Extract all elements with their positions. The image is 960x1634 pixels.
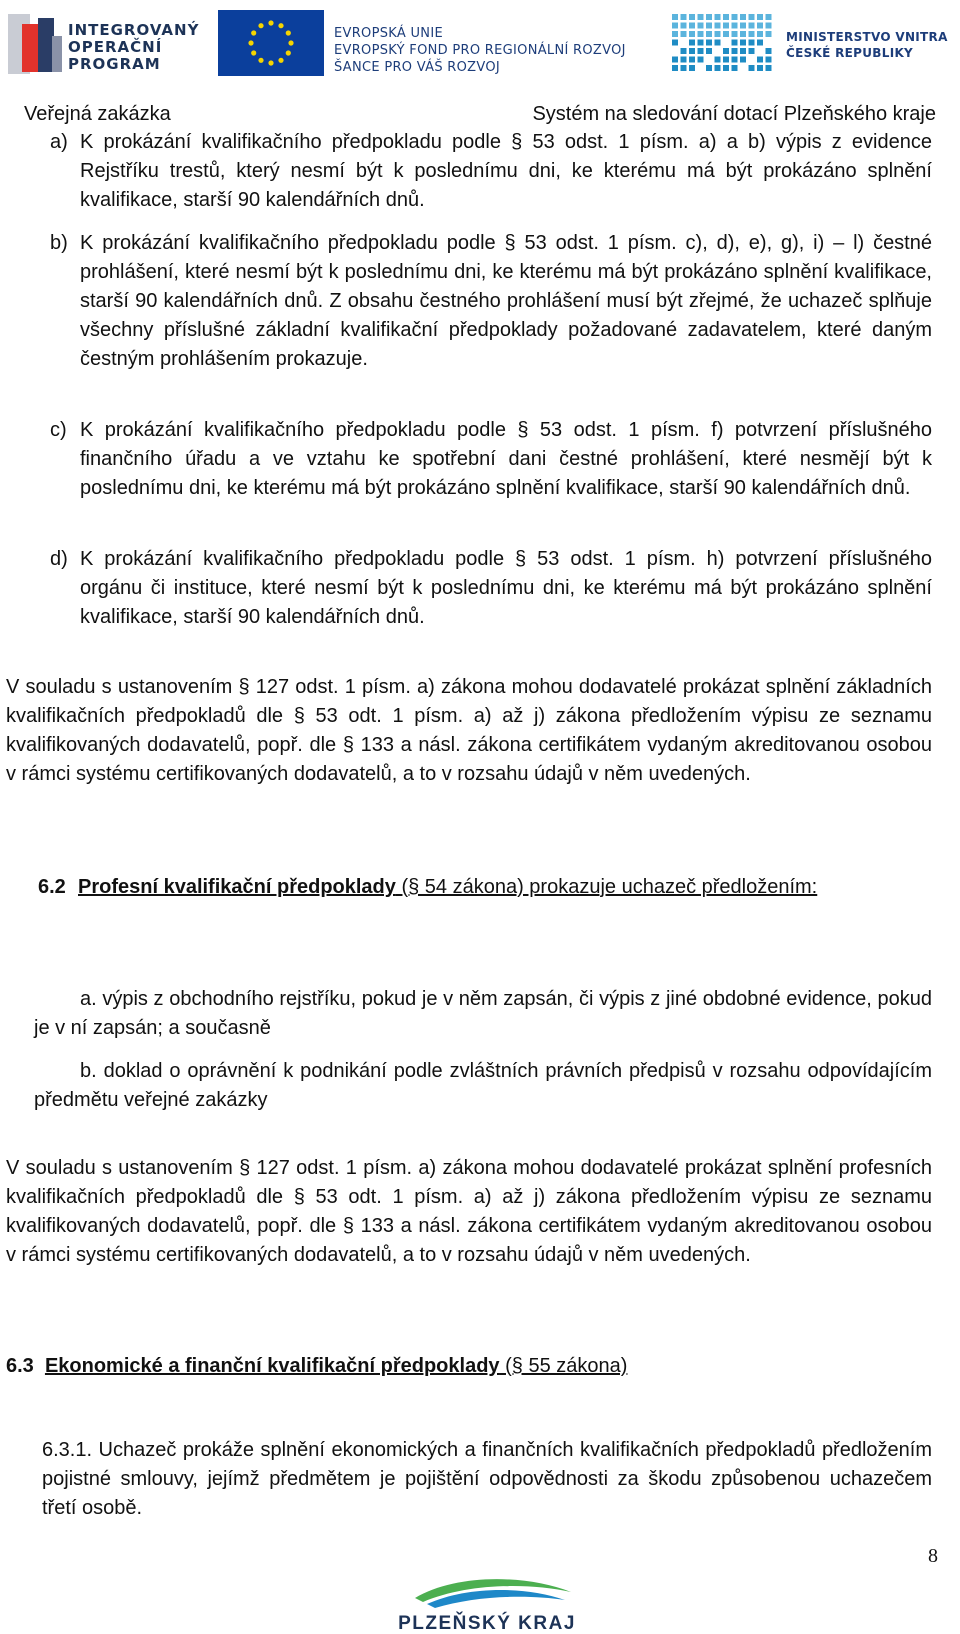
ministry-dot-icon [723,14,729,20]
ministry-dot-icon [732,48,738,54]
ministry-dot-icon [749,31,755,37]
section-6-3-1-text: Uchazeč prokáže splnění ekonomických a finančních kvalifikačních předpokladů předložením pojistné smlouvy, jejímž předmětem je pojištění odpovědnosti za škodu způsobenou uchazečem třetí osobě. [42,1439,932,1519]
ministry-dot-icon [749,14,755,20]
ministry-dot-icon [706,65,712,71]
eu-line-2: EVROPSKÝ FOND PRO REGIONÁLNÍ ROZVOJ [334,43,626,58]
ministry-dot-icon [681,48,687,54]
ministry-dot-icon [749,65,755,71]
section-6-3-rest: (§ 55 zákona) [499,1355,628,1377]
item-c-text: K prokázání kvalifikačního předpokladu podle § 53 odst. 1 písm. f) potvrzení příslušného finančního úřadu a ve vztahu ke spotřební dani čestné prohlášení, které nesmějí být k poslednímu dni, ke kterému má být prokázáno splnění kvalifikace, starší 90 kalendářních dnů. [80,419,932,499]
ministry-dot-icon [732,31,738,37]
ministry-dot-icon [681,14,687,20]
ministry-dot-icon [689,23,695,29]
ministry-dot-icon [757,57,763,63]
ministry-dot-icon [672,40,678,46]
eu-star-icon [286,50,291,55]
eu-line-1: EVROPSKÁ UNIE [334,26,443,41]
paragraph-seznam-1: V souladu s ustanovením § 127 odst. 1 písm. a) zákona mohou dodavatelé prokázat splnění základních kvalifikačních předpokladů dle § 53 odt. 1 písm. a) až j) zákona předložením výpisu ze seznamu kvalifikovaných dodavatelů, popř. dle § 133 a násl. zákona certifikátem vydaným akreditovanou osobou v rámci systému certifikovaných dodavatelů, a to v rozsahu údajů v něm uvedených. [6,676,932,785]
eu-star-icon [248,40,253,45]
section-6-2-number: 6.2 [38,876,66,898]
ministry-dot-icon [766,57,772,63]
eu-star-icon [288,40,293,45]
ministry-dot-icon [766,14,772,20]
ministry-dot-icon [681,23,687,29]
ministry-dot-icon [723,48,729,54]
eu-star-icon [258,23,263,28]
iop-logo-text [68,22,199,73]
ministry-dot-icon [706,48,712,54]
ministry-dot-icon [672,23,678,29]
item-a-text: K prokázání kvalifikačního předpokladu podle § 53 odst. 1 písm. a) a b) výpis z evidence Rejstříku trestů, který nesmí být k poslednímu dni, ke kterému má být prokázáno splnění kvalifikace, starší 90 kalendářních dnů. [80,131,932,211]
ministry-dot-icon [715,57,721,63]
ministry-dot-icon [698,14,704,20]
item-a-dot-text: výpis z obchodního rejstříku, pokud je v něm zapsán, či výpis z jiné obdobné evidence, pokud je v ní zapsán; a současně [34,988,932,1039]
ministry-dot-icon [732,40,738,46]
ministry-dot-icon [740,57,746,63]
ministry-dot-icon [681,31,687,37]
ministry-dot-icon [689,65,695,71]
ministry-dot-icon [698,23,704,29]
eu-line-3: ŠANCE PRO VÁŠ ROZVOJ [334,60,501,75]
ministry-dot-icon [689,57,695,63]
eu-star-icon [268,20,273,25]
plzensky-kraj-logo-icon [375,1572,600,1634]
ministry-dot-icon [766,48,772,54]
iop-line-2: OPERAČNÍ [68,38,163,56]
ministry-dot-icon [672,14,678,20]
ministry-dot-icon [698,31,704,37]
section-6-3-number: 6.3 [6,1355,34,1377]
iop-logo-icon [8,14,64,74]
item-c-label: c) [50,419,67,441]
plzensky-kraj-logo-text: PLZEŇSKÝ KRAJ [398,1613,576,1634]
eu-flag-icon [218,10,324,76]
ministry-dot-icon [715,31,721,37]
iop-line-3: PROGRAM [68,55,161,73]
item-b-dot-label: b. [80,1060,97,1082]
section-6-3-heading [6,1352,932,1381]
ministry-dot-icon [732,57,738,63]
section-6-3-1-number: 6.3.1. [42,1439,93,1461]
eu-star-icon [251,30,256,35]
ministry-dot-icon [715,65,721,71]
section-6-3-title: Ekonomické a finanční kvalifikační předpoklady [44,1355,500,1377]
ministry-dot-icon [766,23,772,29]
eu-star-icon [268,60,273,65]
ministry-dot-icon [723,65,729,71]
ministry-dot-icon [723,57,729,63]
ministry-dot-icon [740,40,746,46]
ministry-dot-icon [757,40,763,46]
ministry-dot-icon [672,31,678,37]
ministry-dot-icon [715,40,721,46]
ministry-dot-icon [672,57,678,63]
ministry-logo-text [786,29,948,61]
header-left: Veřejná zakázka [24,103,171,125]
ministry-dot-icon [689,48,695,54]
ministry-dot-icon [749,23,755,29]
ministry-dot-icon [681,65,687,71]
ministry-dot-icon [740,23,746,29]
ministry-dot-icon [706,31,712,37]
ministry-dot-icon [689,40,695,46]
ministry-dot-icon [698,57,704,63]
ministry-dot-icon [732,14,738,20]
ministry-dot-icon [757,65,763,71]
ministry-dot-icon [757,14,763,20]
ministry-dot-icon [706,14,712,20]
ministry-dot-icon [749,40,755,46]
section-6-2-rest: (§ 54 zákona) prokazuje uchazeč předložením: [395,876,818,898]
ministry-dot-icon [706,23,712,29]
eu-star-icon [278,58,283,63]
item-d-label: d) [50,548,68,570]
paragraph-seznam-2: V souladu s ustanovením § 127 odst. 1 písm. a) zákona mohou dodavatelé prokázat splnění profesních kvalifikačních předpokladů dle § 53 odt. 1 písm. a) až j) zákona předložením výpisu ze seznamu kvalifikovaných dodavatelů, popř. dle § 133 a násl. zákona certifikátem vydaným akreditovanou osobou v rámci systému certifikovaných dodavatelů, a to v rozsahu údajů v něm uvedených. [6,1157,932,1266]
item-b-dot-text: doklad o oprávnění k podnikání podle zvláštních právních předpisů v rozsahu odpovídajícím předmětu veřejné zakázky [34,1060,933,1111]
eu-star-icon [251,50,256,55]
item-b-label: b) [50,232,68,254]
ministry-dot-icon [749,48,755,54]
ministry-dot-icon [766,65,772,71]
section-6-2-title: Profesní kvalifikační předpoklady [78,876,396,898]
header-right: Systém na sledování dotací Plzeňského kraje [532,103,936,125]
eu-logo-text [334,25,626,76]
item-d-text: K prokázání kvalifikačního předpokladu podle § 53 odst. 1 písm. h) potvrzení příslušného orgánu či instituce, které nesmí být k poslednímu dni, ke kterému má být prokázáno splnění kvalifikace, starší 90 kalendářních dnů. [80,548,932,628]
section-6-3-1 [42,1436,932,1523]
mv-line-1: MINISTERSTVO VNITRA [786,30,948,44]
ministry-dot-icon [723,31,729,37]
section-6-2-item-b [34,1057,932,1115]
ministry-dot-icon [740,48,746,54]
ministry-dot-icon [689,14,695,20]
ministry-dot-icon [757,31,763,37]
ministry-dot-icon [723,23,729,29]
item-a-label: a) [50,131,68,153]
item-a-dot-label: a. [80,988,97,1010]
ministry-dot-icon [740,31,746,37]
ministry-dot-icon [681,57,687,63]
eu-star-icon [278,23,283,28]
item-b-text: K prokázání kvalifikačního předpokladu podle § 53 odst. 1 písm. c), d), e), g), i) – l) čestné prohlášení, které nesmí být k poslednímu dni, ke kterému má být prokázáno splnění kvalifikace, starší 90 kalendářních dnů. Z obsahu čestného prohlášení musí být zřejmé, že uchazeč splňuje všechny příslušné základní kvalifikační předpoklady požadované zadavatelem, které daným čestným prohlášením prokazuje. [80,232,932,370]
ministry-dot-icon [672,65,678,71]
ministry-dot-icon [766,31,772,37]
ministry-dot-icon [715,23,721,29]
section-6-3-title-wrap [45,1355,627,1377]
iop-line-1: INTEGROVANÝ [68,21,200,39]
section-6-2-heading [78,873,932,902]
ministry-dot-icon [732,23,738,29]
ministry-dot-icon [698,48,704,54]
mv-line-2: ČESKÉ REPUBLIKY [786,46,914,60]
ministry-dot-icon [715,14,721,20]
eu-star-icon [286,30,291,35]
eu-star-icon [258,58,263,63]
ministry-dot-icon [698,40,704,46]
ministry-dot-icon [732,65,738,71]
ministry-dot-icon [757,23,763,29]
ministry-dot-icon [706,40,712,46]
ministry-logo-icon [672,14,774,74]
logo-band [0,0,960,92]
ministry-dot-icon [740,14,746,20]
page-number: 8 [928,1545,938,1567]
ministry-dot-icon [689,31,695,37]
section-6-2-item-a [34,985,932,1043]
